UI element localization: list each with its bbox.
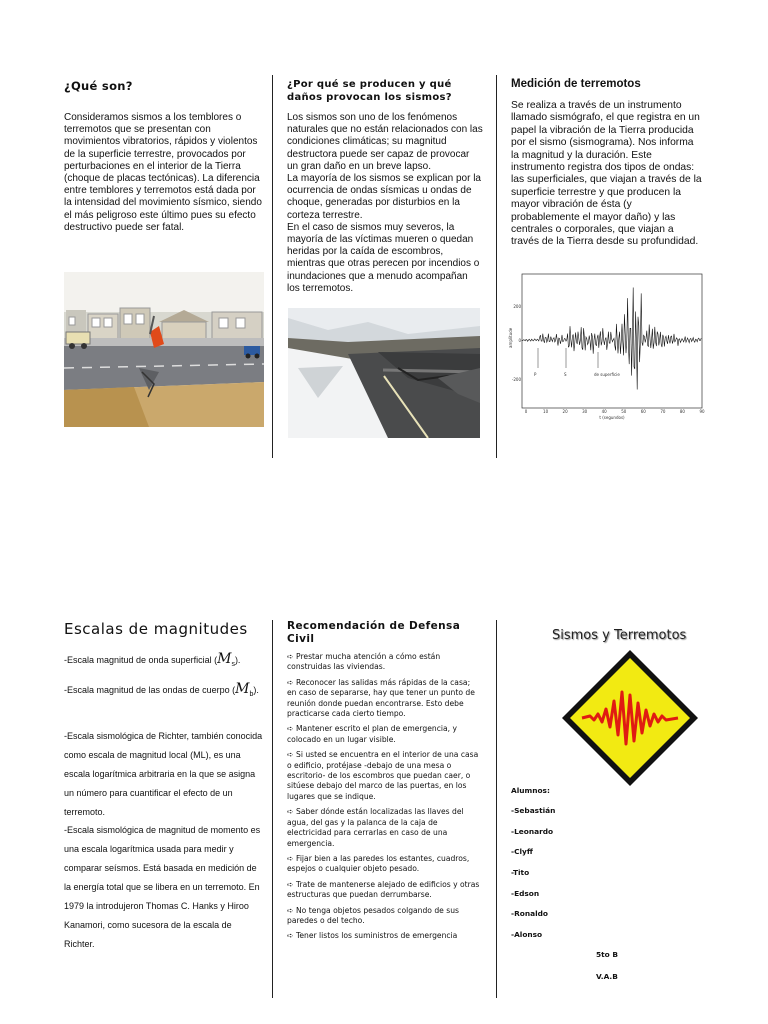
que-son-body: Consideramos sismos a los temblores o terremotos que se presentan con movimientos vibratorios, rápidos y violentos de la superficie terrestre, provocados por perturbaciones en el interior de la Tierra (choque de placas tectónicas). La diferencia entre temblores y terremotos está dada por la intensidad del movimiento sísmico, siendo el más peligroso este último pues su efecto destructivo puede ser fatal. (64, 112, 262, 233)
arrow-bullet-icon: ➪ (287, 724, 294, 734)
recommendation-item (287, 906, 481, 927)
arrow-bullet-icon: ➪ (287, 879, 294, 889)
seismo-ytick: -200 (511, 377, 521, 382)
recommendation-text: Fijar bien a las paredes los estantes, cuadros, espejos o cualquier objeto pesado. (287, 853, 470, 874)
recommendation-text: No tenga objetos pesados colgando de sus paredes o del techo. (287, 905, 459, 925)
seismo-xtick: 10 (543, 409, 549, 414)
student-name: -Clyff (511, 847, 533, 857)
recommendation-text: Si usted se encuentra en el interior de una casa o edificio, protéjase -debajo de una mesa o escritorio- de los escombros que puedan caer, o sitúese debajo del marco de las puertas, en los lugares que se indique. (287, 750, 479, 801)
escala-item-end: ). (253, 685, 259, 695)
student-name: -Leonardo (511, 826, 554, 836)
magnitude-symbol: M (217, 651, 232, 667)
arrow-bullet-icon: ➪ (287, 905, 294, 915)
recommendation-item (287, 750, 481, 802)
student-name: -Sebastián (511, 806, 556, 815)
seismogram (508, 268, 708, 424)
column-divider (496, 620, 497, 998)
medicion-heading: Medición de terremotos (511, 78, 641, 90)
defensa-civil-list (287, 652, 481, 947)
seismo-xtick: 80 (679, 409, 685, 414)
por-que-body: Los sismos son uno de los fenómenos naturales que no están relacionados con las condiciones climáticas; su magnitud destructora puede ser capaz de provocar un gran daño en un breve lapso. La mayoría de los sismos se explican por la ocurrencia de ondas sísmicas u ondas de choque, generadas por disturbios en la corteza terrestre. En el caso de sismos muy severos, la mayoría de las víctimas mueren o quedan heridas por la caída de escombros, mientras que otras perecen por incendios o inundaciones que a menudo acompañan los terremotos. (287, 112, 483, 294)
seismo-xtick: 30 (582, 409, 588, 414)
cover-title: Sismos y Terremotos (552, 628, 687, 643)
recommendation-item (287, 931, 481, 941)
column-divider (272, 620, 273, 998)
recommendation-text: Tener listos los suministros de emergencia (296, 931, 458, 941)
seismo-xtick: 0 (524, 409, 528, 414)
recommendation-item (287, 854, 481, 875)
seismo-xtick: 90 (699, 409, 705, 414)
recommendation-text: Prestar mucha atención a cómo están construidas las viviendas. (287, 652, 441, 672)
cracked-road-photo (288, 308, 480, 438)
arrow-bullet-icon: ➪ (287, 677, 294, 687)
recommendation-text: Mantener escrito el plan de emergencia, y colocado en un lugar visible. (287, 724, 457, 744)
alumnos-list (511, 806, 555, 951)
escala-item-superficial (64, 650, 264, 674)
student-name: -Ronaldo (511, 909, 548, 919)
arrow-bullet-icon: ➪ (287, 652, 294, 661)
column-divider (272, 75, 273, 458)
que-son-heading: ¿Qué son? (64, 79, 133, 93)
seismo-marker-p: P (534, 372, 537, 377)
recommendation-item (287, 724, 481, 745)
seismo-ytick: 200 (513, 304, 521, 309)
recommendation-item (287, 678, 481, 720)
recommendation-item (287, 880, 481, 901)
seismo-marker-s: S (564, 372, 567, 377)
seismo-ylabel: amplitude (508, 327, 513, 348)
seismo-xtick: 60 (640, 409, 646, 414)
seismo-ytick: 0 (518, 338, 521, 343)
seismo-xtick: 40 (601, 409, 607, 414)
escala-item-text: -Escala magnitud de onda superficial ( (64, 655, 218, 665)
column-divider (496, 75, 497, 458)
escala-item-text: -Escala magnitud de las ondas de cuerpo ( (64, 685, 236, 695)
escala-item-richter: -Escala sismológica de Richter, también conocida como escala de magnitud local (ML), es una escala logarítmica arbitraria en la que se asigna un número para cuantificar el efecto de un terremoto. (64, 731, 263, 817)
student-name: -Alonso (511, 930, 543, 940)
student-name: -Edson (511, 888, 540, 898)
escala-item-end: ). (234, 655, 241, 665)
escala-item-cuerpo (64, 681, 264, 703)
magnitude-subscript: s (231, 660, 235, 668)
recommendation-item (287, 652, 481, 673)
street-illustration (64, 272, 264, 427)
magnitude-subscript: b (249, 690, 254, 698)
grade-label: 5to B (596, 950, 618, 959)
por-que-heading: ¿Por qué se producen y qué daños provocan los sismos? (287, 79, 452, 103)
seismic-warning-sign (560, 648, 700, 788)
escala-item-momento: -Escala sismológica de magnitud de momento es una escala logarítmica usada para medir y comparar seísmos. Está basada en medición de la energía total que se libera en un terremoto. En 1979 la introdujeron Thomas C. Hanks y Hiroo Kanamori, como sucesora de la escala de Richter. (64, 825, 261, 949)
seismo-xtick: 50 (621, 409, 627, 414)
arrow-bullet-icon: ➪ (287, 853, 294, 863)
arrow-bullet-icon: ➪ (287, 750, 294, 760)
arrow-bullet-icon: ➪ (287, 931, 294, 941)
alumnos-label: Alumnos: (511, 786, 550, 795)
initials-label: V.A.B (596, 972, 618, 981)
medicion-body: Se realiza a través de un instrumento llamado sismógrafo, el que registra en un papel la vibración de la Tierra producida por el sismo (sismograma). Nos informa la magnitud y la duración. Este instrumento registra dos tipos de ondas: las superficiales, que viajan a través de la superficie terrestre y que producen la mayor vibración de ésta (y probablemente el mayor daño) y las centrales o corporales, que viajan a través de la Tierra desde su profundidad. (511, 100, 702, 248)
defensa-civil-heading: Recomendación de Defensa Civil (287, 620, 461, 645)
seismo-marker-surface: de superficie (594, 372, 620, 377)
student-name: -Tito (511, 868, 530, 878)
recommendation-item (287, 807, 481, 849)
seismo-xlabel: t (segundos) (599, 415, 625, 420)
recommendation-text: Saber dónde están localizadas las llaves del agua, del gas y la palanca de la caja de electricidad para cerrarlas en caso de una emergencia. (287, 807, 464, 848)
seismo-xtick: 20 (562, 409, 568, 414)
seismo-xtick: 70 (660, 409, 666, 414)
escalas-heading: Escalas de magnitudes (64, 620, 248, 638)
recommendation-text: Reconocer las salidas más rápidas de la casa; en caso de separarse, hay que tener un punto de reunión donde puedan encontrarse. Esto debe practicarse cada cierto tiempo. (287, 677, 475, 719)
arrow-bullet-icon: ➪ (287, 807, 294, 817)
magnitude-symbol: M (235, 681, 250, 697)
recommendation-text: Trate de mantenerse alejado de edificios y otras estructuras que puedan derrumbarse. (287, 879, 480, 900)
